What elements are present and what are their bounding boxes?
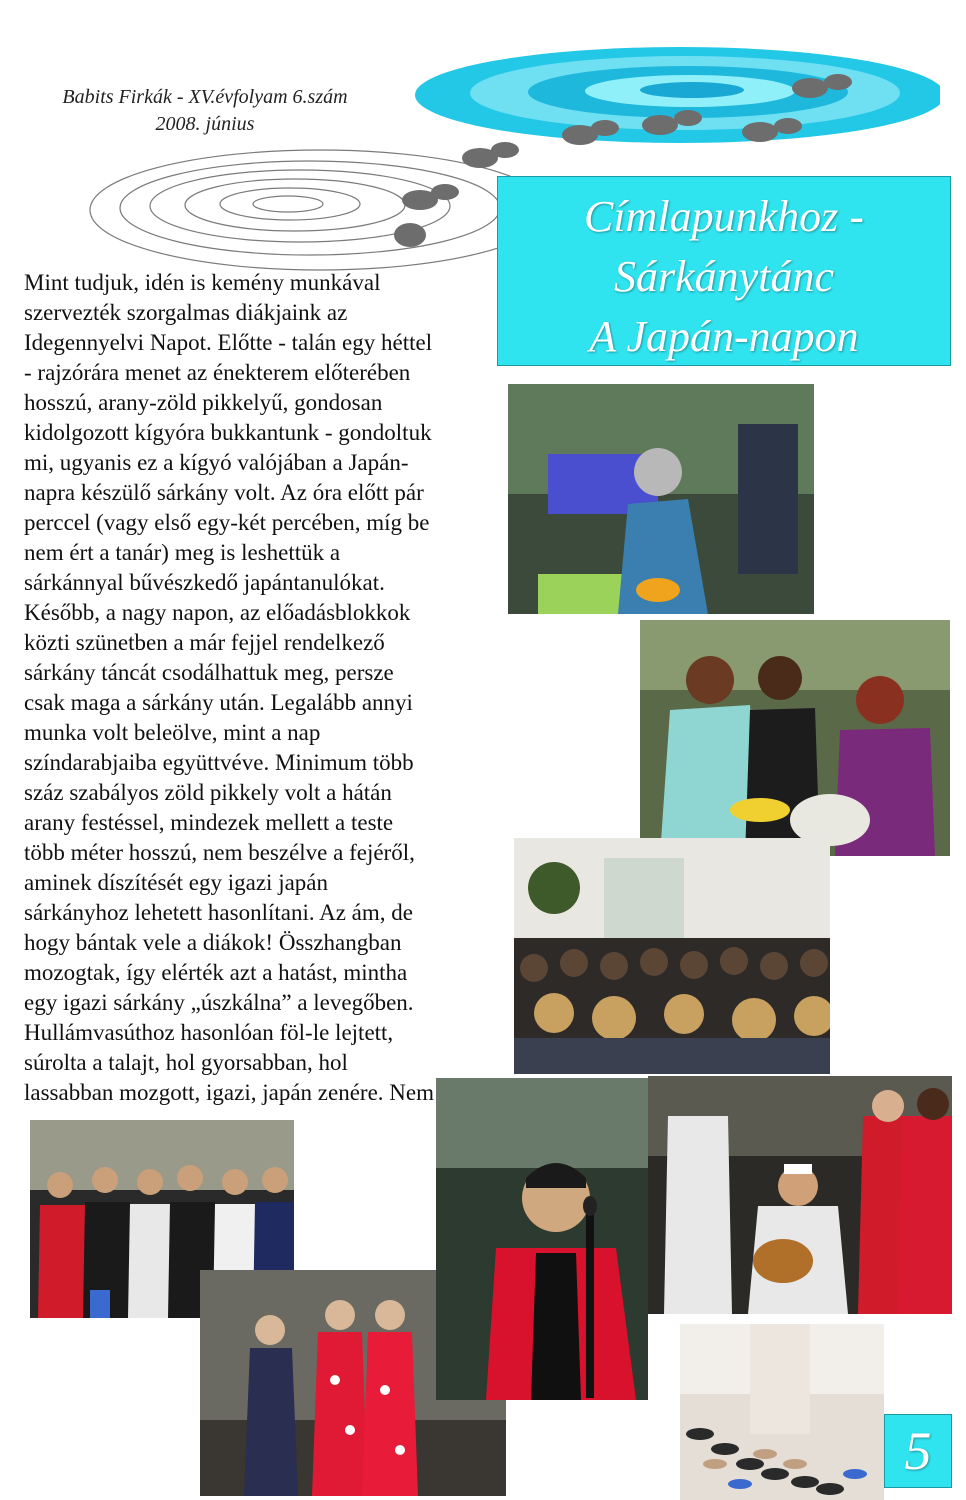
article-line: szervezték szorgalmas diákjaink az <box>24 300 348 325</box>
article-line: Hullámvasúthoz hasonlóan föl-le lejtett, <box>24 1020 394 1045</box>
article-line: Idegennyelvi Napot. Előtte - talán egy héttel <box>24 330 433 355</box>
masthead-issue: Babits Firkák - XV.évfolyam 6.szám <box>62 86 348 108</box>
photo-guitarist <box>648 1076 952 1314</box>
article-line: egy igazi sárkány „úszkálna” a levegőben. <box>24 990 414 1015</box>
photo-shoes <box>680 1324 884 1500</box>
article-body <box>24 268 508 1108</box>
article-line: Mint tudjuk, idén is kemény munkával <box>24 270 381 295</box>
title-line-3: A Japán-napon <box>589 312 859 361</box>
article-line: - rajzórára menet az énekterem előterében <box>24 360 411 385</box>
article-line: színdarabjaiba együttvéve. Minimum több <box>24 750 414 775</box>
masthead <box>20 84 390 138</box>
article-line: napra készülő sárkány volt. Az óra előtt pár <box>24 480 424 505</box>
article-line: közti szünetben a már fejjel rendelkező <box>24 630 385 655</box>
article-line: Később, a nagy napon, az előadásblokkok <box>24 600 411 625</box>
article-line: arany festéssel, mindezek mellett a teste <box>24 810 394 835</box>
article-line: mi, ugyanis ez a kígyó valójában a Japán- <box>24 450 409 475</box>
article-line: súrolta a talajt, hol gyorsabban, hol <box>24 1050 348 1075</box>
article-line: perccel (vagy első egy-két percében, míg be <box>24 510 430 535</box>
article-line: csak maga a sárkány után. Legalább annyi <box>24 690 413 715</box>
page-number: 5 <box>884 1414 952 1488</box>
article-line: sárkánnyal bűvészkedő japántanulókat. <box>24 570 385 595</box>
title-line-2: Sárkánytánc <box>614 252 834 301</box>
article-line: kidolgozott kígyóra bukkantunk - gondoltuk <box>24 420 432 445</box>
photo-woman-serving <box>508 384 814 614</box>
article-line: lassabban mozgott, igazi, japán zenére. Nem <box>24 1080 435 1105</box>
photo-audience <box>514 838 830 1074</box>
article-line: mozogtak, így elérték azt a hatást, mintha <box>24 960 408 985</box>
article-line: hogy bántak vele a diákok! Összhangban <box>24 930 402 955</box>
article-line: aminek díszítését egy igazi japán <box>24 870 328 895</box>
title-line-1: Címlapunkhoz - <box>584 192 864 241</box>
article-line: hosszú, arany-zöld pikkelyű, gondosan <box>24 390 383 415</box>
article-line: száz szabályos zöld pikkely volt a hátán <box>24 780 392 805</box>
photo-girls-tasting <box>640 620 950 856</box>
photo-singer <box>436 1078 648 1400</box>
article-title-box <box>497 176 951 366</box>
article-line: sárkányhoz lehetett hasonlítani. Az ám, de <box>24 900 413 925</box>
article-line: nem ért a tanár) meg is leshettük a <box>24 540 341 565</box>
article-line: több méter hosszú, nem beszélve a fejéről, <box>24 840 415 865</box>
article-line: sárkány táncát csodálhattuk meg, persze <box>24 660 394 685</box>
article-line: munka volt beleölve, mint a nap <box>24 720 321 745</box>
masthead-date: 2008. június <box>155 113 255 135</box>
